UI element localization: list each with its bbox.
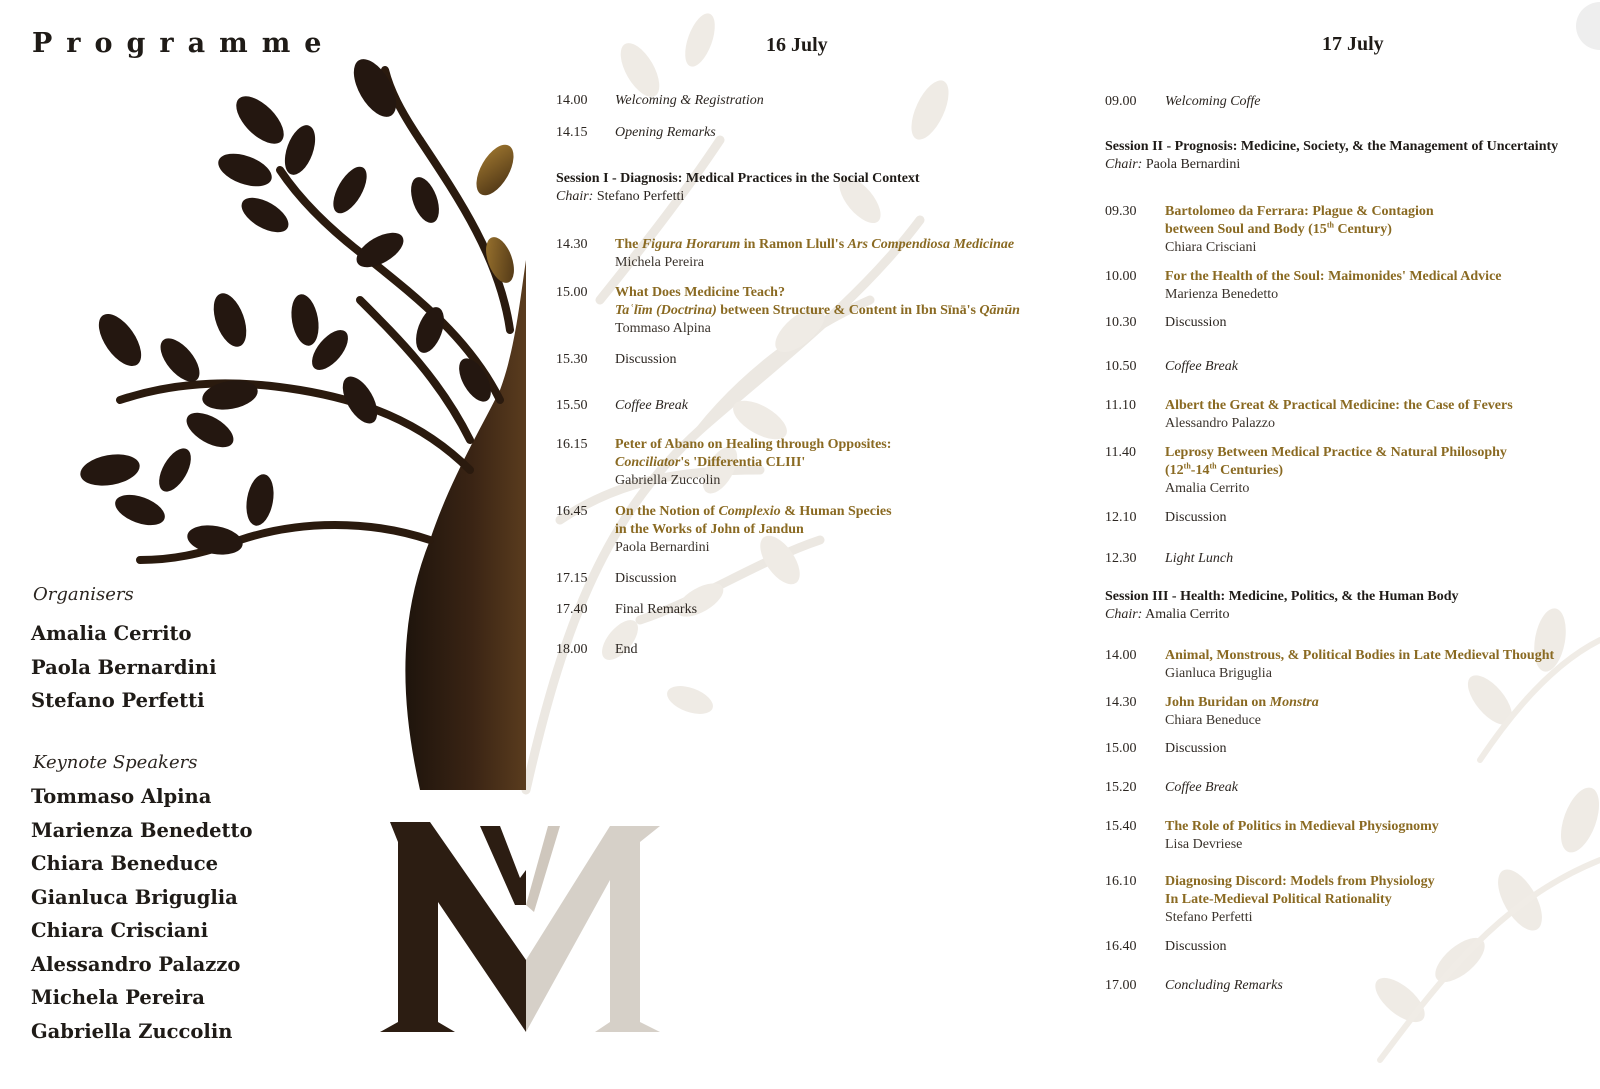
keynote-speaker-name: Gabriella Zuccolin [31,1019,233,1043]
speaker-name: Michela Pereira [615,255,705,270]
item-time: 09.30 [1105,204,1137,219]
item-time: 17.00 [1105,978,1137,993]
item-label: Final Remarks [615,602,698,617]
talk-title: The Role of Politics in Medieval Physiognomy [1165,819,1439,834]
talk-title-line2: Taʿlīm (Doctrina) between Structure & Content in Ibn Sīnā's Qānūn [615,303,1020,318]
chair-label: Chair: [1105,607,1143,622]
keynote-speakers-label: Keynote Speakers [33,752,198,773]
speaker-name: Chiara Beneduce [1165,713,1262,728]
organisers-list [31,617,217,718]
item-time: 14.30 [556,237,588,252]
speaker-name: Chiara Crisciani [1165,240,1257,255]
item-label: Coffee Break [1165,780,1238,795]
item-label: Discussion [1165,315,1227,330]
item-time: 12.10 [1105,510,1137,525]
chair-name: Amalia Cerrito [1145,607,1230,622]
chair-name: Stefano Perfetti [596,189,685,204]
item-time: 09.00 [1105,94,1137,109]
keynote-speaker-name: Gianluca Briguglia [31,885,238,909]
item-time: 15.50 [556,398,588,413]
chair-name: Paola Bernardini [1145,157,1241,172]
item-time: 15.00 [1105,741,1137,756]
talk-title: On the Notion of Complexio & Human Species [615,504,892,519]
item-time: 11.10 [1105,398,1136,413]
item-time: 15.00 [556,285,588,300]
item-time: 14.15 [556,125,588,140]
item-time: 14.30 [1105,695,1137,710]
session-title: Session III - Health: Medicine, Politics, & the Human Body [1105,589,1459,604]
talk-title: Bartolomeo da Ferrara: Plague & Contagion [1165,204,1434,219]
item-label: Discussion [615,571,677,586]
talk-title-line2: (12th-14th Centuries) [1165,461,1284,478]
talk-title-line2: between Soul and Body (15th Century) [1165,220,1392,237]
item-label: Coffee Break [615,398,688,413]
item-time: 10.30 [1105,315,1137,330]
item-label: Discussion [1165,741,1227,756]
item-time: 17.40 [556,602,588,617]
item-time: 16.10 [1105,874,1137,889]
item-time: 17.15 [556,571,588,586]
item-label: Concluding Remarks [1165,978,1283,993]
item-time: 14.00 [1105,648,1137,663]
item-time: 10.50 [1105,359,1137,374]
organiser-name: Amalia Cerrito [31,622,192,645]
keynote-speaker-name: Marienza Benedetto [31,818,253,842]
talk-title-line2: in the Works of John of Jandun [615,522,804,537]
session-title: Session I - Diagnosis: Medical Practices in the Social Context [556,171,920,186]
organiser-name: Paola Bernardini [31,655,217,679]
speaker-name: Alessandro Palazzo [1165,416,1276,431]
session-title: Session II - Prognosis: Medicine, Society, & the Management of Uncertainty [1105,139,1559,154]
talk-title: John Buridan on Monstra [1165,695,1319,710]
talk-title: Animal, Monstrous, & Political Bodies in Late Medieval Thought [1165,648,1555,663]
item-label: Coffee Break [1165,359,1238,374]
item-label: Discussion [615,352,677,367]
keynote-speaker-name: Chiara Beneduce [31,852,219,875]
day2-title: 17 July [1322,33,1384,55]
item-time: 16.15 [556,437,588,452]
item-label: Discussion [1165,510,1227,525]
programme-title: Programme [32,28,336,59]
talk-title: The Figura Horarum in Ramon Llull's Ars Compendiosa Medicinae [615,237,1015,252]
organisers-label: Organisers [33,584,134,605]
item-label: Welcoming & Registration [615,93,764,108]
speaker-name: Paola Bernardini [615,540,710,555]
keynote-speaker-name: Michela Pereira [31,986,205,1009]
keynote-speakers-list [31,780,253,1048]
talk-title: Peter of Abano on Healing through Opposites: [615,437,892,452]
item-time: 14.00 [556,93,588,108]
talk-title-line2: In Late-Medieval Political Rationality [1165,892,1392,907]
talk-title: Diagnosing Discord: Models from Physiology [1165,874,1435,889]
speaker-name: Gianluca Briguglia [1165,666,1272,681]
keynote-speaker-name: Chiara Crisciani [31,919,209,942]
item-time: 16.45 [556,504,588,519]
item-time: 12.30 [1105,551,1137,566]
talk-title: Leprosy Between Medical Practice & Natural Philosophy [1165,445,1507,460]
item-time: 15.30 [556,352,588,367]
item-label: Welcoming Coffe [1165,94,1261,109]
session-header [1105,588,1459,624]
keynote-speaker-name: Alessandro Palazzo [31,952,241,976]
talk-title: What Does Medicine Teach? [615,285,785,300]
session-header [1105,138,1558,174]
chair-label: Chair: [556,189,594,204]
item-time: 18.00 [556,642,588,657]
vm-monogram-logo [380,822,660,1032]
circle-decoration [1576,2,1600,50]
item-label: End [615,642,638,657]
item-time: 15.20 [1105,780,1137,795]
item-time: 11.40 [1105,445,1136,460]
item-label: Light Lunch [1165,551,1234,566]
day1-title: 16 July [766,34,828,56]
speaker-name: Marienza Benedetto [1165,287,1279,302]
item-label: Discussion [1165,939,1227,954]
chair-label: Chair: [1105,157,1143,172]
item-time: 15.40 [1105,819,1137,834]
session-header [556,170,920,206]
item-label: Opening Remarks [615,125,716,140]
speaker-name: Gabriella Zuccolin [615,473,721,488]
organiser-name: Stefano Perfetti [31,689,205,712]
speaker-name: Amalia Cerrito [1165,481,1250,496]
item-time: 10.00 [1105,269,1137,284]
keynote-speaker-name: Tommaso Alpina [31,785,212,808]
talk-title-line2: Conciliator's 'Differentia CLIII' [615,455,806,470]
item-time: 16.40 [1105,939,1137,954]
speaker-name: Tommaso Alpina [615,321,711,336]
talk-title: Albert the Great & Practical Medicine: the Case of Fevers [1165,398,1513,413]
speaker-name: Lisa Devriese [1165,837,1243,852]
talk-title: For the Health of the Soul: Maimonides' Medical Advice [1165,269,1502,284]
speaker-name: Stefano Perfetti [1165,910,1253,925]
